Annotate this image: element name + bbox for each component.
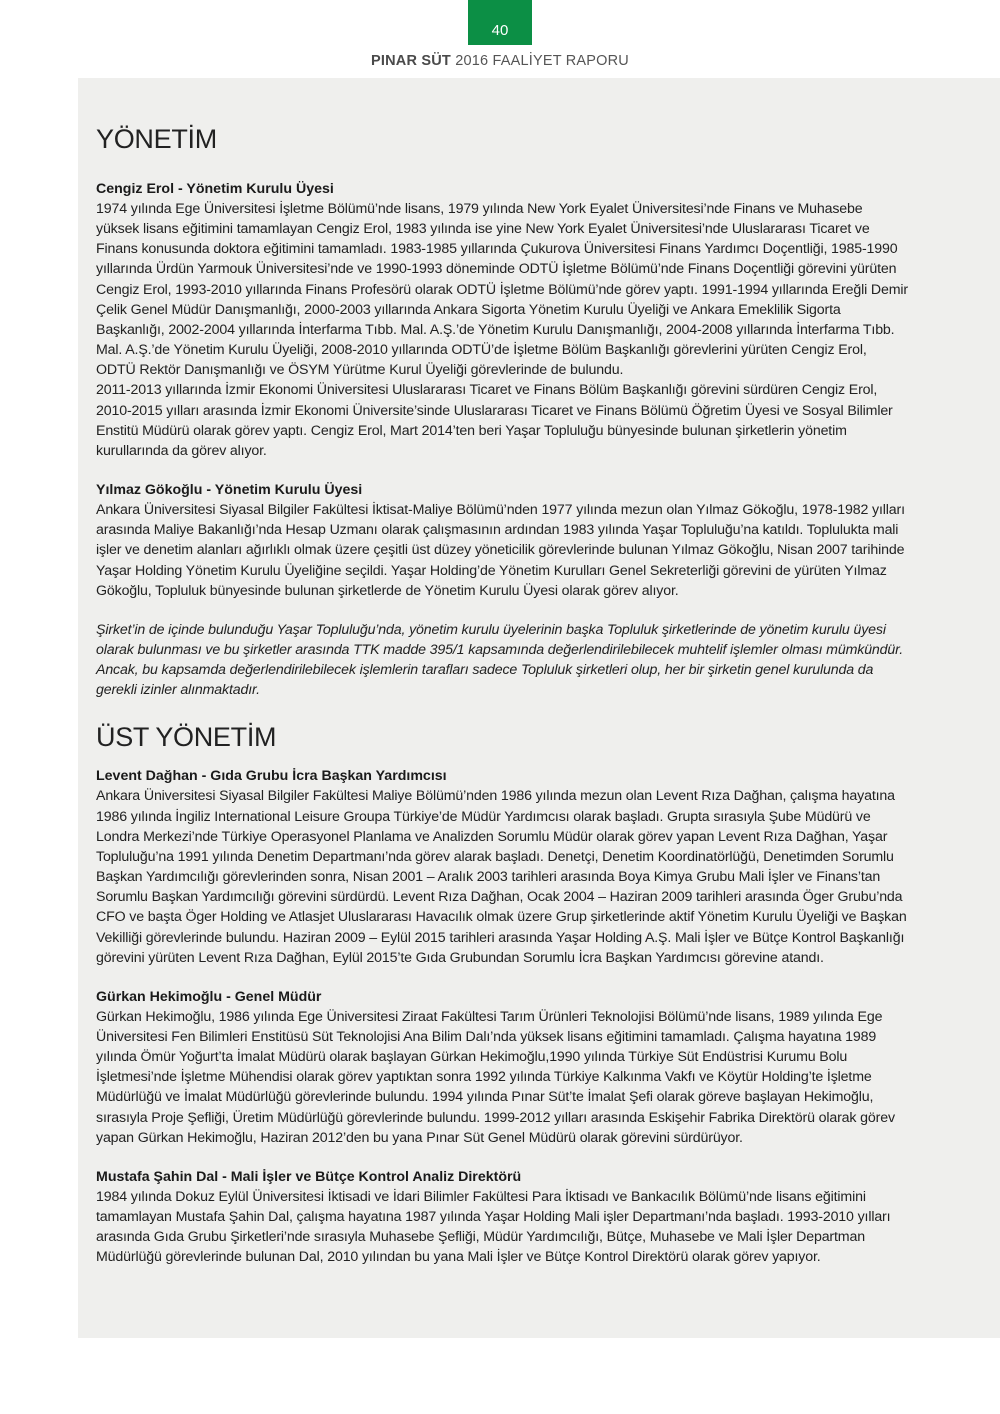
page-content bbox=[96, 120, 908, 1287]
report-header bbox=[0, 53, 1000, 69]
bio-paragraph: Gürkan Hekimoğlu, 1986 yılında Ege Üniversitesi Ziraat Fakültesi Tarım Ürünleri Teknolojisi Bölümü’nde lisans, 1989 yılında Ege Üniversitesi Fen Bilimleri Enstitüsü Süt Teknolojisi Ana Bilim Dalı’nda yüksek lisans eğitimini tamamladı. Çalışma hayatına 1989 yılında Ömür Yoğurt’ta İmalat Müdürü olarak başlayan Gürkan Hekimoğlu,1990 yılında Türkiye Süt Endüstrisi Kurumu Bolu İşletmesi’nde İşletme Mühendisi olarak görev yaptıktan sonra 1992 yılında Türkiye Kalkınma Vakfı ve Köytür Holding’te İşletme Müdürlüğü ve İmalat Müdürlüğü görevlerinde bulundu. 1994 yılında Pınar Süt’te İmalat Şefi olarak göreve başlayan Hekimoğlu, sırasıyla Proje Şefliği, Üretim Müdürlüğü görevlerinde bulundu. 1999-2012 yılları arasında Eskişehir Fabrika Direktörü olarak görev yapan Gürkan Hekimoğlu, Haziran 2012’den bu yana Pınar Süt Genel Müdürü olarak görevini sürdürüyor. bbox=[96, 1008, 895, 1146]
management-heading: YÖNETİM bbox=[96, 124, 217, 154]
page-number: 40 bbox=[491, 22, 509, 39]
report-name: 2016 FAALİYET RAPORU bbox=[455, 53, 629, 69]
bio-yilmaz-gokoglu bbox=[96, 480, 908, 601]
bio-paragraph: 1984 yılında Dokuz Eylül Üniversitesi İktisadi ve İdari Bilimler Fakültesi Para İktisadı ve Bankacılık Bölümü’nde lisans eğitimini tamamlayan Mustafa Şahin Dal, çalışma hayatına 1987 yılında Yaşar Holding Mali işler Departmanı’nda başladı. 1993-2010 yılları arasında Gıda Grubu Şirketleri’nde sırasıyla Muhasebe Şefliği, Müdür Yardımcılığı, Bütçe, Muhasebe ve Mali İşler Departman Müdürlüğü görevlerinde bulunan Dal, 2010 yılından bu yana Mali İşler ve Bütçe Kontrol Direktörü olarak görev yapıyor. bbox=[96, 1188, 891, 1266]
company-name: PINAR SÜT bbox=[371, 53, 451, 69]
bio-paragraph: Ankara Üniversitesi Siyasal Bilgiler Fakültesi İktisat-Maliye Bölümü’nden 1977 yılında mezun olan Yılmaz Gökoğlu, 1978-1982 yılları arasında Maliye Bakanlığı’nda Hesap Uzmanı olarak çalışmasının ardından 1983 yılında Yaşar Topluluğu’na katıldı. Toplulukta mali işler ve denetim alanları ağırlıklı olmak üzere çeşitli üst düzey yöneticilik görevlerinde bulunan Yılmaz Gökoğlu, Nisan 2007 tarihinde Yaşar Holding Yönetim Kurulu Üyeliğine seçildi. Yaşar Holding’de Yönetim Kurulları Genel Sekreterliği görevini de yürüten Yılmaz Gökoğlu, Topluluk bünyesinde bulunan şirketlerde de Yönetim Kurulu Üyesi olarak görev alıyor. bbox=[96, 502, 905, 599]
top-management-heading: ÜST YÖNETİM bbox=[96, 722, 277, 753]
bio-levent-daghan bbox=[96, 766, 908, 967]
bio-gurkan-hekimoglu bbox=[96, 987, 908, 1148]
bio-paragraph: 1974 yılında Ege Üniversitesi İşletme Bölümü’nde lisans, 1979 yılında New York Eyalet Üniversitesi’nde Finans ve Muhasebe yüksek lisans eğitimini tamamlayan Cengiz Erol, 1983 yılında ise yine New York Eyalet Üniversitesi’nde Uluslararası Ticaret ve Finans konusunda doktora eğitimini tamamladı. 1983-1985 yıllarında Çukurova Üniversitesi Finans Yardımcı Doçentliği, 1985-1990 yıllarında Ürdün Yarmouk Üniversitesi’nde ve 1990-1993 döneminde ODTÜ İşletme Bölümü’nde Finans Doçentliği görevini yürüten Cengiz Erol, 1993-2010 yıllarında Finans Profesörü olarak ODTÜ İşletme Bölümü’nde görev yaptı. 1991-1994 yıllarında Ereğli Demir Çelik Genel Müdür Danışmanlığı, 2000-2003 yıllarında Ankara Sigorta Yönetim Kurulu Üyeliği ve Ankara Emeklilik Sigorta Başkanlığı, 2002-2004 yıllarında İnterfarma Tıbb. Mal. A.Ş.’de Yönetim Kurulu Danışmanlığı, 2004-2008 yıllarında İnterfarma Tıbb. Mal. A.Ş.’de Yönetim Kurulu Üyeliği, 2008-2010 yıllarında ODTÜ’de İşletme Bölüm Başkanlığı görevlerini yürüten Cengiz Erol, ODTÜ Rektör Danışmanlığı ve ÖSYM Yürütme Kurul Üyeliği görevlerinde de bulundu. bbox=[96, 201, 908, 379]
bio-mustafa-sahin-dal bbox=[96, 1167, 908, 1268]
bio-paragraph: 2011-2013 yıllarında İzmir Ekonomi Üniversitesi Uluslararası Ticaret ve Finans Bölüm Başkanlığı görevini sürdüren Cengiz Erol, 2010-2015 yılları arasında İzmir Ekonomi Üniversite’sinde Uluslararası Ticaret ve Finans Bölümü Öğretim Üyesi ve Sosyal Bilimler Enstitü Müdürü olarak görev yaptı. Cengiz Erol, Mart 2014’ten beri Yaşar Topluluğu bünyesinde bulunan şirketlerin yönetim kurullarında da görev alıyor. bbox=[96, 382, 893, 459]
bio-name: Yılmaz Gökoğlu - Yönetim Kurulu Üyesi bbox=[96, 482, 363, 499]
bio-name: Mustafa Şahin Dal - Mali İşler ve Bütçe Kontrol Analiz Direktörü bbox=[96, 1168, 522, 1185]
bio-paragraph: Ankara Üniversitesi Siyasal Bilgiler Fakültesi Maliye Bölümü’nden 1986 yılında mezun olan Levent Rıza Dağhan, çalışma hayatına 1986 yılında İngiliz International Leisure Groupa Türkiye’de Müdür Yardımcısı olarak başladı. Grupta sırasıyla Şube Müdürü ve Londra Merkezi’nde Türkiye Operasyonel Planlama ve Analizden Sorumlu Müdür olarak görev yapan Levent Rıza Dağhan, Yaşar Topluluğu’na 1991 yılında Denetim Departmanı’nda görev alarak başladı. Denetçi, Denetim Koordinatörlüğü, Denetimden Sorumlu Başkan Yardımcılığı görevlerinden sonra, Nisan 2001 – Aralık 2003 tarihleri arasında Boya Kimya Grubu Mali İşler ve Finans’tan Sorumlu Başkan Yardımcılığı görevini sürdürdü. Levent Rıza Dağhan, Ocak 2004 – Haziran 2009 tarihleri arasında Öger Grubu’nda CFO ve başta Öger Holding ve Atlasjet Uluslararası Havacılık olmak üzere Grup şirketlerinde aktif Yönetim Kurulu Üyeliği ve Başkan Vekilliği görevlerinde bulundu. Haziran 2009 – Eylül 2015 tarihleri arasında Yaşar Holding A.Ş. Mali İşler ve Bütçe Kontrol Başkanlığı görevini yürüten Levent Rıza Dağhan, Eylül 2015’te Gıda Grubundan Sorumlu İcra Başkan Yardımcısı görevine atandı. bbox=[96, 788, 907, 966]
related-party-note: Şirket’in de içinde bulunduğu Yaşar Topluluğu’nda, yönetim kurulu üyelerinin başka Topluluk şirketlerinde de yönetim kurulu üyesi olarak bulunması ve bu şirketler arasında TTK madde 395/1 kapsamında değerlendirilebilecek muhtelif işlemler olması mümkündür. Ancak, bu kapsamda değerlendirilebilecek işlemlerin tarafları sadece Topluluk şirketleri olup, her bir şirketin genel kurulunda da gerekli izinler alınmaktadır. bbox=[96, 621, 903, 699]
page-number-tab bbox=[468, 0, 532, 45]
bio-name: Cengiz Erol - Yönetim Kurulu Üyesi bbox=[96, 181, 334, 197]
bio-cengiz-erol bbox=[96, 179, 908, 461]
bio-name: Gürkan Hekimoğlu - Genel Müdür bbox=[96, 988, 322, 1005]
bio-name: Levent Dağhan - Gıda Grubu İcra Başkan Yardımcısı bbox=[96, 768, 447, 785]
